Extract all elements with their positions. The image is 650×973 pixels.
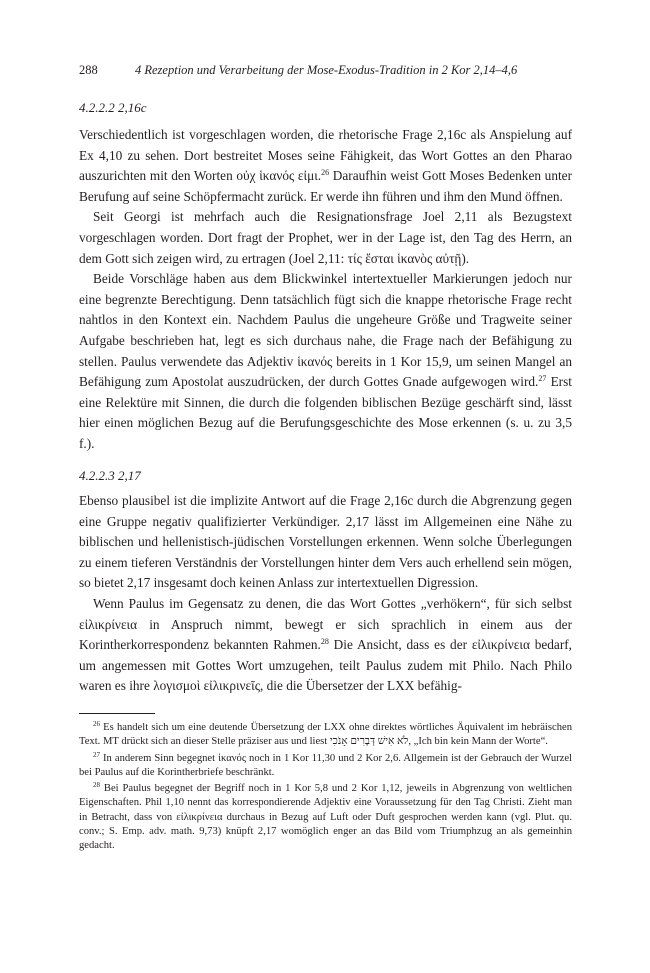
- section-heading-2-16c: 4.2.2.2 2,16c: [79, 100, 147, 115]
- footnote: [79, 752, 572, 781]
- paragraph: [79, 594, 572, 697]
- page-number: 288: [79, 63, 98, 77]
- section-body-2-17: [79, 491, 572, 697]
- footnote-divider: [79, 713, 155, 714]
- footnote-text: Bei Paulus begegnet der Begriff noch in 1 Kor 5,8 und 2 Kor 1,12, jeweils in Abgrenzung von weltlichen Eigenschaften. Phil 1,10 nennt das korrespondierende Adjektiv eine Voraussetzung für den Tag Christi. Zieht man in Betracht, dass von εἰλικρίνεια durchaus in Bezug auf Luft oder Duft gesprochen werden kann (vgl. Plut. qu. conv.; S. Emp. adv. math. 9,73) knüpft 2,17 womöglich enger an das Bild vom Triumphzug an als gemeinhin gedacht.: [79, 783, 572, 852]
- paragraph: [79, 125, 572, 207]
- footnote-number: 26: [93, 720, 100, 728]
- footnote-number: 28: [93, 781, 100, 790]
- paragraph-text: Daraufhin weist Gott Moses Bedenken unter Berufung auf seine Schöpfermacht zurück. Er werde ihn führen und ihm den Mund öffnen.: [79, 168, 572, 204]
- footnotes: [79, 721, 572, 854]
- paragraph: Seit Georgi ist mehrfach auch die Resignationsfrage Joel 2,11 als Bezugstext vorgeschlagen worden. Dort fragt der Prophet, wer in der Lage ist, den Tag des Herrn, an dem Gott sich zeigen wird, zu ertragen (Joel 2,11: τίς ἔσται ἱκανὸς αὐτῇ).: [79, 209, 572, 266]
- footnote-ref: 26: [321, 168, 330, 178]
- section-heading-2-17: 4.2.2.3 2,17: [79, 468, 141, 483]
- footnote: [79, 782, 572, 853]
- footnote-number: 27: [93, 750, 100, 759]
- paragraph: [79, 269, 572, 454]
- paragraph-text: Verschiedentlich ist vorgeschlagen worden, die rhetorische Frage 2,16c als Anspielung auf Ex 4,10 zu sehen. Dort bestreitet Moses seine Fähigkeit, das Wort Gottes an den Pharao auszurichten mit den Worten οὐχ ἱκανός εἰμι.: [79, 127, 572, 184]
- running-title: 4 Rezeption und Verarbeitung der Mose-Exodus-Tradition in 2 Kor 2,14–4,6: [135, 63, 518, 77]
- section-body-2-16c: [79, 125, 572, 455]
- footnote-text: In anderem Sinn begegnet ἱκανός noch in 1 Kor 11,30 und 2 Kor 2,6. Allgemein ist der Gebrauch der Wurzel bei Paulus auf die Korintherbriefe beschränkt.: [79, 752, 572, 778]
- footnote-text: Es handelt sich um eine deutende Übersetzung der LXX ohne direktes wörtliches Äquivalent im hebräischen Text. MT drückt sich an dieser Stelle präziser aus und liest לֹא אִישׁ דְּבָרִים אָנֹכִי, „Ich bin kein Mann der Worte“.: [79, 722, 572, 748]
- footnote: [79, 721, 572, 750]
- paragraph-text: Wenn Paulus im Gegensatz zu denen, die das Wort Gottes „verhökern“, für sich selbst εἰλικρίνεια in Anspruch nimmt, bewegt er sich sprachlich in einem aus der Korintherkorrespondenz bekannten Rahmen.: [79, 595, 572, 653]
- paragraph-text: Die Ansicht, dass es der εἰλικρίνεια bedarf, um angemessen mit Gottes Wort umzugehen, teilt Paulus zudem mit Philo. Nach Philo waren es ihre λογισμοὶ εἰλικρινεῖς, die die Übersetzer der LXX befähig-: [79, 637, 572, 694]
- footnote-ref: 27: [538, 374, 547, 384]
- footnote-ref: 28: [320, 637, 329, 647]
- paragraph-text: Beide Vorschläge haben aus dem Blickwinkel intertextueller Markierungen jedoch nur eine begrenzte Berechtigung. Denn tatsächlich fügt sich die knappe rhetorische Frage recht nahtlos in den Kontext ein. Nachdem Paulus die ungeheure Größe und Tragweite seiner Aufgabe beschrieben hat, legt es sich durchaus nahe, die Frage nach der Befähigung zu stellen. Paulus verwendete das Adjektiv ἱκανός bereits in 1 Kor 15,9, um seinen Mangel an Befähigung zum Apostolat auszudrücken, der durch Gottes Gnade aufgewogen wird.: [79, 271, 572, 390]
- paragraph-text: Erst eine Relektüre mit Sinnen, die durch die folgenden biblischen Bezüge geschärft sind, lässt hier einen möglichen Bezug auf die Berufungsgeschichte des Mose erkennen (s. u. zu 3,5 f.).: [79, 374, 572, 451]
- paragraph: Ebenso plausibel ist die implizite Antwort auf die Frage 2,16c durch die Abgrenzung gegen eine Gruppe negativ qualifizierter Verkündiger. 2,17 lässt im Allgemeinen eine Nähe zu biblischen und hellenistisch-jüdischen Vorstellungen erkennen. Wenn solche Überlegungen zu einem tieferen Verständnis der Vorstellungen hinter dem Vers auch erhellend sein mögen, so bietet 2,17 insgesamt doch keinen Anlass zur intertextuellen Digression.: [79, 493, 572, 591]
